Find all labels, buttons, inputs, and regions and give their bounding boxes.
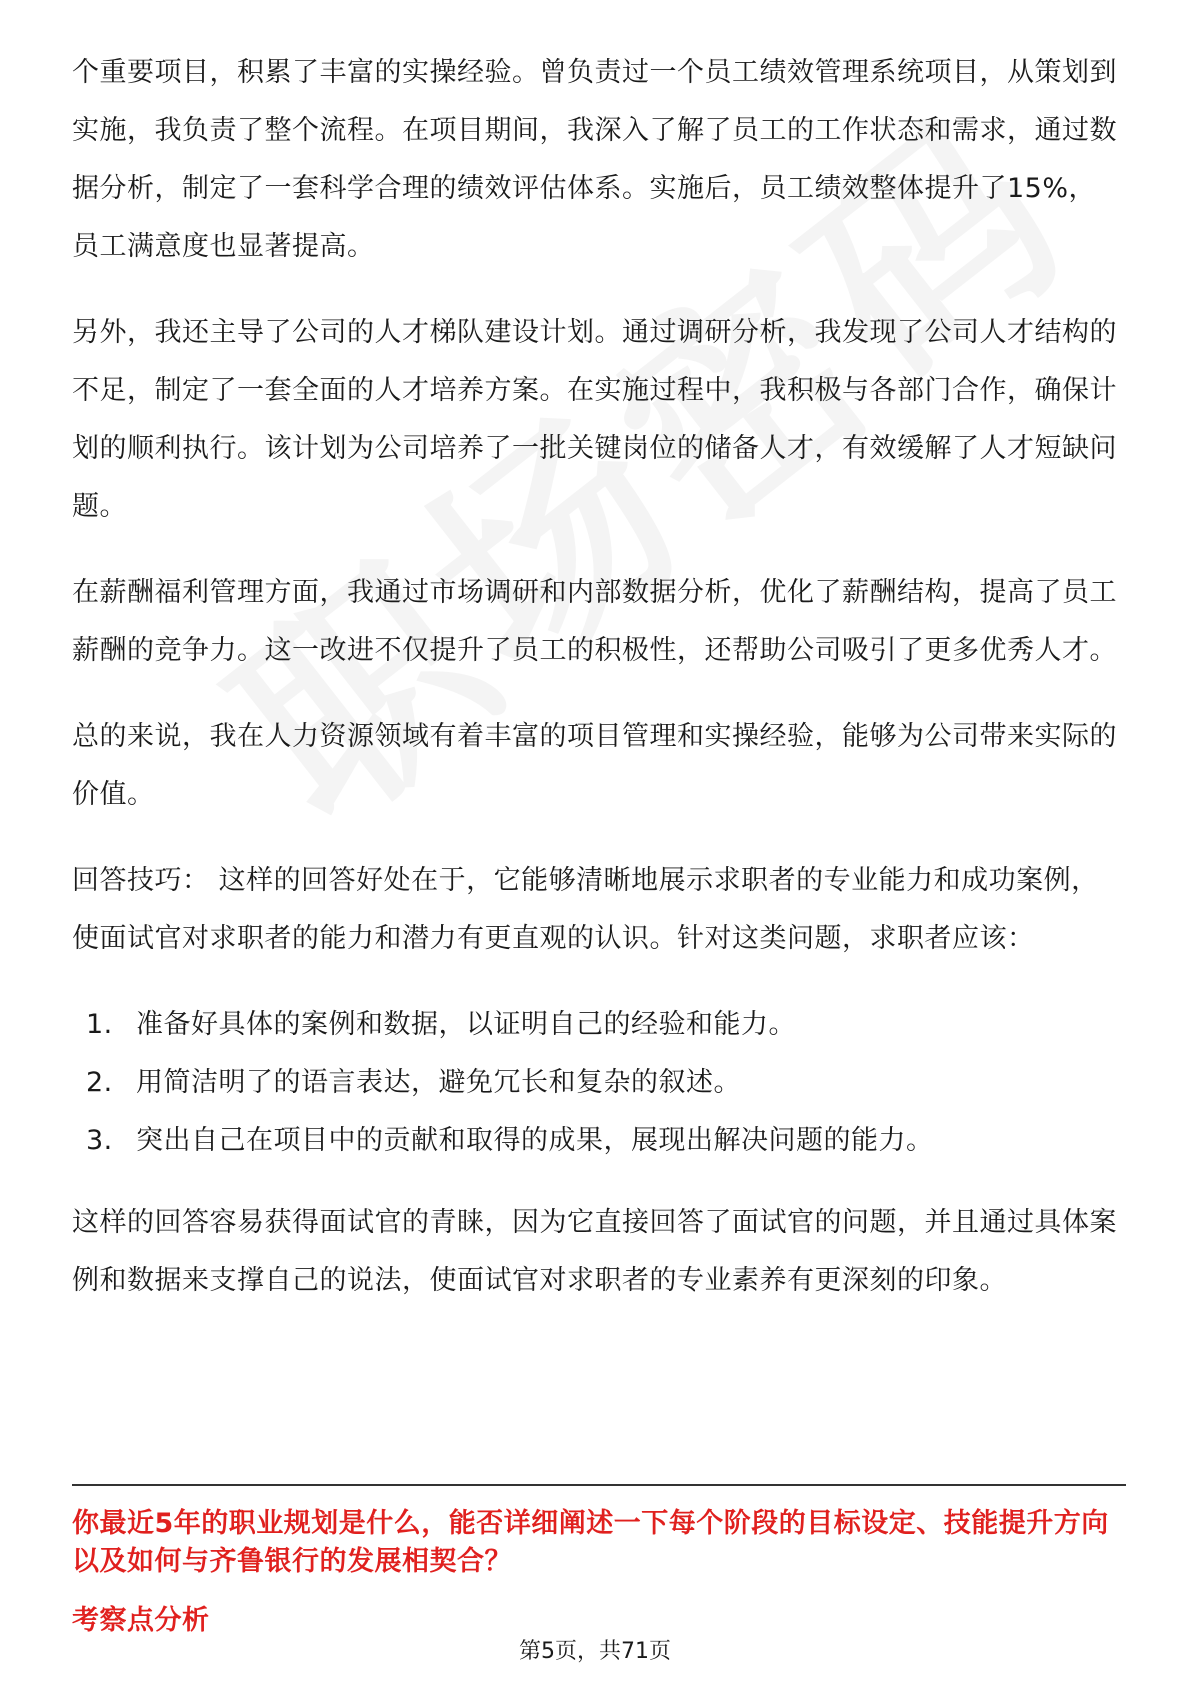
paragraph-compensation: 在薪酬福利管理方面，我通过市场调研和内部数据分析，优化了薪酬结构，提高了员工薪酬的竞争力。这一改进不仅提升了员工的积极性，还帮助公司吸引了更多优秀人才。 bbox=[72, 577, 1117, 666]
document-body bbox=[72, 44, 1122, 1338]
paragraph-closing: 这样的回答容易获得面试官的青睐，因为它直接回答了面试官的问题，并且通过具体案例和数据来支撑自己的说法，使面试官对求职者的专业素养有更深刻的印象。 bbox=[72, 1207, 1117, 1296]
list-item-text: 准备好具体的案例和数据，以证明自己的经验和能力。 bbox=[136, 1009, 796, 1040]
list-item bbox=[72, 1054, 1122, 1112]
section-heading: 考察点分析 bbox=[72, 1605, 210, 1636]
paragraph-summary: 总的来说，我在人力资源领域有着丰富的项目管理和实操经验，能够为公司带来实际的价值。 bbox=[72, 721, 1117, 810]
list-item-number: 3. bbox=[86, 1125, 113, 1156]
list-item-text: 用简洁明了的语言表达，避免冗长和复杂的叙述。 bbox=[136, 1067, 741, 1098]
tips-list bbox=[72, 996, 1122, 1170]
list-item bbox=[72, 1112, 1122, 1170]
paragraph-project-experience: 个重要项目，积累了丰富的实操经验。曾负责过一个员工绩效管理系统项目，从策划到实施，我负责了整个流程。在项目期间，我深入了解了员工的工作状态和需求，通过数据分析，制定了一套科学合理的绩效评估体系。实施后，员工绩效整体提升了15%，员工满意度也显著提高。 bbox=[72, 57, 1117, 262]
list-item-number: 1. bbox=[86, 1009, 113, 1040]
list-item-text: 突出自己在项目中的贡献和取得的成果，展现出解决问题的能力。 bbox=[136, 1125, 934, 1156]
section-divider bbox=[72, 1484, 1126, 1486]
list-item-number: 2. bbox=[86, 1067, 113, 1098]
paragraph-talent-pipeline: 另外，我还主导了公司的人才梯队建设计划。通过调研分析，我发现了公司人才结构的不足，制定了一套全面的人才培养方案。在实施过程中，我积极与各部门合作，确保计划的顺利执行。该计划为公司培养了一批关键岗位的储备人才，有效缓解了人才短缺问题。 bbox=[72, 317, 1117, 522]
page-number: 第5页，共71页 bbox=[519, 1639, 671, 1664]
paragraph-answer-tips: 回答技巧： 这样的回答好处在于，它能够清晰地展示求职者的专业能力和成功案例，使面试官对求职者的能力和潜力有更直观的认识。针对这类问题，求职者应该： bbox=[72, 865, 1099, 954]
list-item bbox=[72, 996, 1122, 1054]
interview-question: 你最近5年的职业规划是什么，能否详细阐述一下每个阶段的目标设定、技能提升方向以及如何与齐鲁银行的发展相契合？ bbox=[72, 1508, 1109, 1577]
